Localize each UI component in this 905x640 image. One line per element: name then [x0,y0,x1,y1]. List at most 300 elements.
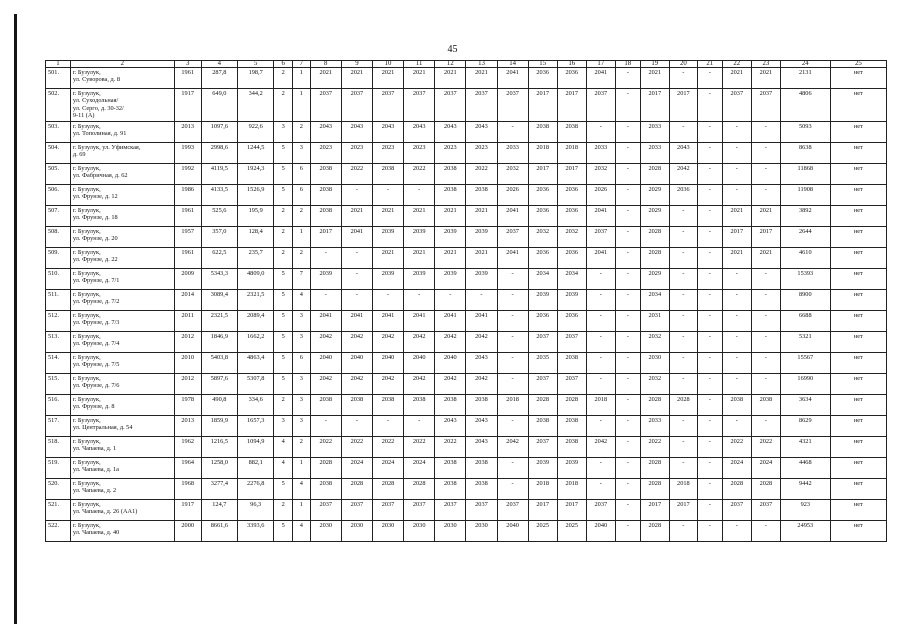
value-cell-col-18: - [615,142,640,163]
value-cell-col-17: 2032 [586,163,615,184]
value-cell-col-15: 2034 [528,268,557,289]
row-number-cell: 507. [46,205,71,226]
value-cell-col-12: 2023 [435,142,466,163]
value-cell-col-25: нет [830,331,886,352]
value-cell-col-16: 2037 [557,331,586,352]
address-line: г. Бузулук, [72,500,101,508]
value-cell-col-4: 5403,8 [201,352,237,373]
value-cell-col-4: 4133,5 [201,184,237,205]
value-cell-col-8: 2030 [310,520,341,541]
value-cell-col-19: 2028 [640,457,669,478]
value-cell-col-10: 2028 [372,478,403,499]
value-cell-col-24: 8638 [780,142,830,163]
value-cell-col-17: 2026 [586,184,615,205]
value-cell-col-12: 2042 [435,373,466,394]
address-line: ул. Фрунзе, д. 7/4 [72,340,120,348]
value-cell-col-25: нет [830,415,886,436]
address-line: 9-11 (А) [72,112,95,120]
value-cell-col-3: 1961 [174,247,201,268]
address-cell [70,268,174,289]
value-cell-col-16: 2036 [557,310,586,331]
address-line: г. Бузулук, [72,416,101,424]
value-cell-col-13: 2037 [466,89,497,122]
column-number-1: 1 [46,61,71,68]
value-cell-col-5: 3393,6 [238,520,274,541]
value-cell-col-11: 2041 [404,310,435,331]
column-number-4: 4 [201,61,237,68]
value-cell-col-13: 2038 [466,478,497,499]
value-cell-col-15: 2017 [528,89,557,122]
value-cell-col-17: 2042 [586,436,615,457]
value-cell-col-7: 3 [293,331,311,352]
value-cell-col-15: 2037 [528,373,557,394]
table-row [46,289,887,310]
value-cell-col-8: 2042 [310,373,341,394]
value-cell-col-20: - [669,226,697,247]
column-number-20: 20 [669,61,697,68]
value-cell-col-12: 2039 [435,226,466,247]
value-cell-col-25: нет [830,394,886,415]
value-cell-col-25: нет [830,310,886,331]
value-cell-col-7: 6 [293,184,311,205]
value-cell-col-24: 11908 [780,184,830,205]
value-cell-col-16: 2039 [557,289,586,310]
value-cell-col-14: - [497,373,528,394]
value-cell-col-7: 6 [293,352,311,373]
value-cell-col-16: 2018 [557,142,586,163]
value-cell-col-4: 1258,0 [201,457,237,478]
value-cell-col-15: 2039 [528,457,557,478]
value-cell-col-15: 2028 [528,394,557,415]
value-cell-col-21: - [697,89,722,122]
value-cell-col-11: 2038 [404,394,435,415]
value-cell-col-6: 5 [274,163,293,184]
value-cell-col-23: - [751,184,780,205]
value-cell-col-20: 2018 [669,478,697,499]
value-cell-col-6: 5 [274,268,293,289]
value-cell-col-25: нет [830,457,886,478]
value-cell-col-19: 2032 [640,373,669,394]
value-cell-col-18: - [615,268,640,289]
table-row [46,310,887,331]
value-cell-col-15: 2017 [528,163,557,184]
address-cell [70,373,174,394]
value-cell-col-3: 1986 [174,184,201,205]
value-cell-col-16: 2036 [557,247,586,268]
value-cell-col-21: - [697,499,722,520]
value-cell-col-6: 5 [274,478,293,499]
value-cell-col-23: 2017 [751,226,780,247]
value-cell-col-17: 2018 [586,394,615,415]
address-line: ул. Чапаева, д. 1а [72,466,119,474]
row-number-cell: 502. [46,89,71,122]
value-cell-col-11: - [404,415,435,436]
value-cell-col-19: 2028 [640,520,669,541]
value-cell-col-16: 2017 [557,163,586,184]
value-cell-col-12: 2040 [435,352,466,373]
value-cell-col-24: 2131 [780,68,830,89]
value-cell-col-22: 2037 [722,499,751,520]
column-number-22: 22 [722,61,751,68]
value-cell-col-20: 2042 [669,163,697,184]
value-cell-col-22: 2022 [722,436,751,457]
value-cell-col-19: 2030 [640,352,669,373]
address-line: ул. Чапаева, д. 1 [72,445,117,453]
housing-repair-schedule-table [45,60,887,542]
value-cell-col-13: 2043 [466,436,497,457]
value-cell-col-13: 2022 [466,163,497,184]
address-line: г. Бузулук, [72,185,101,193]
row-number-cell: 512. [46,310,71,331]
value-cell-col-14: - [497,289,528,310]
value-cell-col-25: нет [830,520,886,541]
column-number-17: 17 [586,61,615,68]
address-cell [70,394,174,415]
address-cell [70,457,174,478]
address-cell [70,89,174,122]
value-cell-col-9: 2037 [341,89,372,122]
value-cell-col-11: 2037 [404,499,435,520]
value-cell-col-16: 2036 [557,184,586,205]
address-line: г. Бузулук, [72,332,101,340]
value-cell-col-14: 2040 [497,520,528,541]
value-cell-col-15: 2038 [528,415,557,436]
address-line: ул. Фрунзе, д. 7/5 [72,361,120,369]
value-cell-col-12: 2042 [435,331,466,352]
value-cell-col-18: - [615,226,640,247]
value-cell-col-13: 2038 [466,457,497,478]
value-cell-col-19: 2028 [640,226,669,247]
value-cell-col-17: - [586,310,615,331]
value-cell-col-13: 2038 [466,394,497,415]
address-cell [70,415,174,436]
value-cell-col-10: 2023 [372,142,403,163]
value-cell-col-10: 2039 [372,226,403,247]
value-cell-col-5: 1244,5 [238,142,274,163]
value-cell-col-16: 2038 [557,121,586,142]
value-cell-col-23: 2022 [751,436,780,457]
value-cell-col-11: 2042 [404,373,435,394]
value-cell-col-8: 2038 [310,478,341,499]
value-cell-col-19: 2029 [640,268,669,289]
value-cell-col-21: - [697,373,722,394]
value-cell-col-11: 2024 [404,457,435,478]
value-cell-col-16: 2017 [557,499,586,520]
value-cell-col-9: 2042 [341,331,372,352]
value-cell-col-3: 2009 [174,268,201,289]
value-cell-col-9: 2037 [341,499,372,520]
address-line: г. Бузулук, [72,458,101,466]
value-cell-col-19: 2032 [640,331,669,352]
row-number-cell: 509. [46,247,71,268]
value-cell-col-6: 5 [274,352,293,373]
value-cell-col-4: 622,5 [201,247,237,268]
value-cell-col-18: - [615,205,640,226]
value-cell-col-13: 2043 [466,415,497,436]
value-cell-col-3: 1962 [174,436,201,457]
address-line: г. Бузулук, [72,69,101,76]
value-cell-col-23: 2038 [751,394,780,415]
address-line: ул. Серго, д. 30-32/ [72,104,124,112]
value-cell-col-3: 1968 [174,478,201,499]
value-cell-col-12: 2038 [435,457,466,478]
value-cell-col-20: 2017 [669,499,697,520]
value-cell-col-8: - [310,247,341,268]
value-cell-col-14: 2037 [497,499,528,520]
value-cell-col-18: - [615,415,640,436]
value-cell-col-7: 1 [293,68,311,89]
value-cell-col-17: 2037 [586,499,615,520]
value-cell-col-21: - [697,478,722,499]
value-cell-col-19: 2028 [640,394,669,415]
value-cell-col-11: 2022 [404,436,435,457]
value-cell-col-9: 2041 [341,226,372,247]
value-cell-col-13: 2021 [466,247,497,268]
value-cell-col-8: 2038 [310,163,341,184]
table-row [46,142,887,163]
value-cell-col-23: - [751,331,780,352]
value-cell-col-22: - [722,520,751,541]
value-cell-col-23: 2037 [751,89,780,122]
value-cell-col-12: 2037 [435,499,466,520]
value-cell-col-25: нет [830,184,886,205]
value-cell-col-25: нет [830,121,886,142]
value-cell-col-9: 2041 [341,310,372,331]
table-row [46,163,887,184]
value-cell-col-20: - [669,457,697,478]
value-cell-col-12: - [435,289,466,310]
value-cell-col-20: 2036 [669,184,697,205]
value-cell-col-20: 2043 [669,142,697,163]
value-cell-col-16: 2017 [557,89,586,122]
value-cell-col-21: - [697,226,722,247]
row-number-cell: 510. [46,268,71,289]
value-cell-col-23: 2024 [751,457,780,478]
value-cell-col-17: - [586,289,615,310]
value-cell-col-24: 11868 [780,163,830,184]
value-cell-col-3: 2013 [174,415,201,436]
value-cell-col-7: 1 [293,89,311,122]
value-cell-col-23: - [751,268,780,289]
value-cell-col-25: нет [830,436,886,457]
value-cell-col-17: - [586,331,615,352]
value-cell-col-18: - [615,331,640,352]
value-cell-col-21: - [697,415,722,436]
column-number-12: 12 [435,61,466,68]
value-cell-col-7: 2 [293,436,311,457]
value-cell-col-3: 1993 [174,142,201,163]
value-cell-col-6: 2 [274,68,293,89]
value-cell-col-19: 2029 [640,205,669,226]
value-cell-col-13: 2042 [466,331,497,352]
address-cell [70,520,174,541]
address-cell [70,226,174,247]
value-cell-col-15: 2036 [528,184,557,205]
value-cell-col-25: нет [830,352,886,373]
value-cell-col-3: 2012 [174,373,201,394]
value-cell-col-4: 1216,5 [201,436,237,457]
value-cell-col-23: 2037 [751,499,780,520]
address-line: г. Бузулук, [72,437,101,445]
value-cell-col-7: 3 [293,142,311,163]
column-number-16: 16 [557,61,586,68]
value-cell-col-5: 1657,3 [238,415,274,436]
address-cell [70,247,174,268]
value-cell-col-17: - [586,268,615,289]
address-line: г. Бузулук, [72,206,101,214]
address-line: ул. Фрунзе, д. 7/2 [72,298,120,306]
value-cell-col-21: - [697,436,722,457]
value-cell-col-6: 4 [274,436,293,457]
value-cell-col-9: 2022 [341,436,372,457]
column-number-2: 2 [70,61,174,68]
value-cell-col-12: 2021 [435,68,466,89]
column-number-7: 7 [293,61,311,68]
value-cell-col-11: 2039 [404,226,435,247]
value-cell-col-8: - [310,415,341,436]
value-cell-col-19: 2034 [640,289,669,310]
value-cell-col-18: - [615,184,640,205]
address-line: ул. Суворова, д. 8 [72,76,120,84]
value-cell-col-18: - [615,520,640,541]
value-cell-col-10: 2037 [372,499,403,520]
value-cell-col-14: 2037 [497,89,528,122]
column-number-15: 15 [528,61,557,68]
value-cell-col-9: 2038 [341,394,372,415]
value-cell-col-21: - [697,163,722,184]
value-cell-col-8: 2017 [310,226,341,247]
value-cell-col-18: - [615,68,640,89]
value-cell-col-11: - [404,289,435,310]
value-cell-col-25: нет [830,142,886,163]
value-cell-col-3: 1992 [174,163,201,184]
value-cell-col-25: нет [830,68,886,89]
value-cell-col-21: - [697,121,722,142]
address-line: г. Бузулук, [72,479,101,487]
row-number-cell: 516. [46,394,71,415]
value-cell-col-9: - [341,289,372,310]
value-cell-col-22: - [722,289,751,310]
value-cell-col-9: 2042 [341,373,372,394]
value-cell-col-5: 1662,2 [238,331,274,352]
value-cell-col-8: 2028 [310,457,341,478]
value-cell-col-5: 1094,9 [238,436,274,457]
row-number-cell: 519. [46,457,71,478]
value-cell-col-13: 2037 [466,499,497,520]
value-cell-col-16: 2037 [557,373,586,394]
value-cell-col-9: 2043 [341,121,372,142]
value-cell-col-25: нет [830,289,886,310]
value-cell-col-15: 2035 [528,352,557,373]
value-cell-col-20: - [669,352,697,373]
value-cell-col-3: 2011 [174,310,201,331]
value-cell-col-10: 2042 [372,373,403,394]
value-cell-col-22: - [722,415,751,436]
value-cell-col-7: 1 [293,226,311,247]
value-cell-col-8: 2041 [310,310,341,331]
value-cell-col-5: 344,2 [238,89,274,122]
value-cell-col-7: 1 [293,499,311,520]
value-cell-col-25: нет [830,226,886,247]
value-cell-col-4: 5343,3 [201,268,237,289]
value-cell-col-6: 5 [274,373,293,394]
table-row [46,373,887,394]
address-line: г. Бузулук, ул. Уфимская, [72,143,141,151]
row-number-cell: 517. [46,415,71,436]
value-cell-col-24: 5321 [780,331,830,352]
value-cell-col-15: 2032 [528,226,557,247]
table-row [46,436,887,457]
value-cell-col-12: 2030 [435,520,466,541]
value-cell-col-20: - [669,331,697,352]
row-number-cell: 503. [46,121,71,142]
address-cell [70,68,174,89]
value-cell-col-17: - [586,415,615,436]
address-line: г. Бузулук, [72,269,101,277]
value-cell-col-18: - [615,121,640,142]
address-line: г. Бузулук, [72,290,101,298]
address-line: г. Бузулук, [72,374,101,382]
value-cell-col-14: - [497,352,528,373]
value-cell-col-4: 287,8 [201,68,237,89]
value-cell-col-4: 357,0 [201,226,237,247]
address-line: ул. Центральная, д. 54 [72,424,133,432]
row-number-cell: 501. [46,68,71,89]
value-cell-col-13: 2043 [466,121,497,142]
value-cell-col-4: 2321,5 [201,310,237,331]
value-cell-col-22: 2017 [722,226,751,247]
value-cell-col-20: 2028 [669,394,697,415]
row-number-cell: 511. [46,289,71,310]
value-cell-col-3: 2012 [174,331,201,352]
value-cell-col-12: 2038 [435,184,466,205]
value-cell-col-13: 2021 [466,68,497,89]
value-cell-col-21: - [697,331,722,352]
address-line: ул. Чапаева, д. 2 [72,487,117,495]
value-cell-col-10: 2039 [372,268,403,289]
address-cell [70,121,174,142]
value-cell-col-14: - [497,457,528,478]
value-cell-col-12: 2021 [435,247,466,268]
value-cell-col-7: 2 [293,121,311,142]
value-cell-col-24: 15567 [780,352,830,373]
value-cell-col-12: 2021 [435,205,466,226]
value-cell-col-18: - [615,310,640,331]
value-cell-col-17: - [586,352,615,373]
value-cell-col-4: 8661,6 [201,520,237,541]
value-cell-col-11: 2039 [404,268,435,289]
address-line: г. Бузулук, [72,395,101,403]
address-line: ул. Фрунзе, д. 7/3 [72,319,120,327]
table-row [46,478,887,499]
value-cell-col-13: 2030 [466,520,497,541]
value-cell-col-14: 2037 [497,226,528,247]
page-number: 45 [447,44,458,55]
row-number-cell: 504. [46,142,71,163]
address-line: ул. Фрунзе, д. 7/6 [72,382,120,390]
table-row [46,226,887,247]
value-cell-col-16: 2036 [557,205,586,226]
address-line: ул. Фрунзе, д. 22 [72,256,118,264]
value-cell-col-11: 2028 [404,478,435,499]
column-number-25: 25 [830,61,886,68]
value-cell-col-20: - [669,247,697,268]
column-number-3: 3 [174,61,201,68]
value-cell-col-9: 2021 [341,68,372,89]
value-cell-col-8: 2038 [310,205,341,226]
value-cell-col-19: 2017 [640,499,669,520]
value-cell-col-12: 2037 [435,89,466,122]
